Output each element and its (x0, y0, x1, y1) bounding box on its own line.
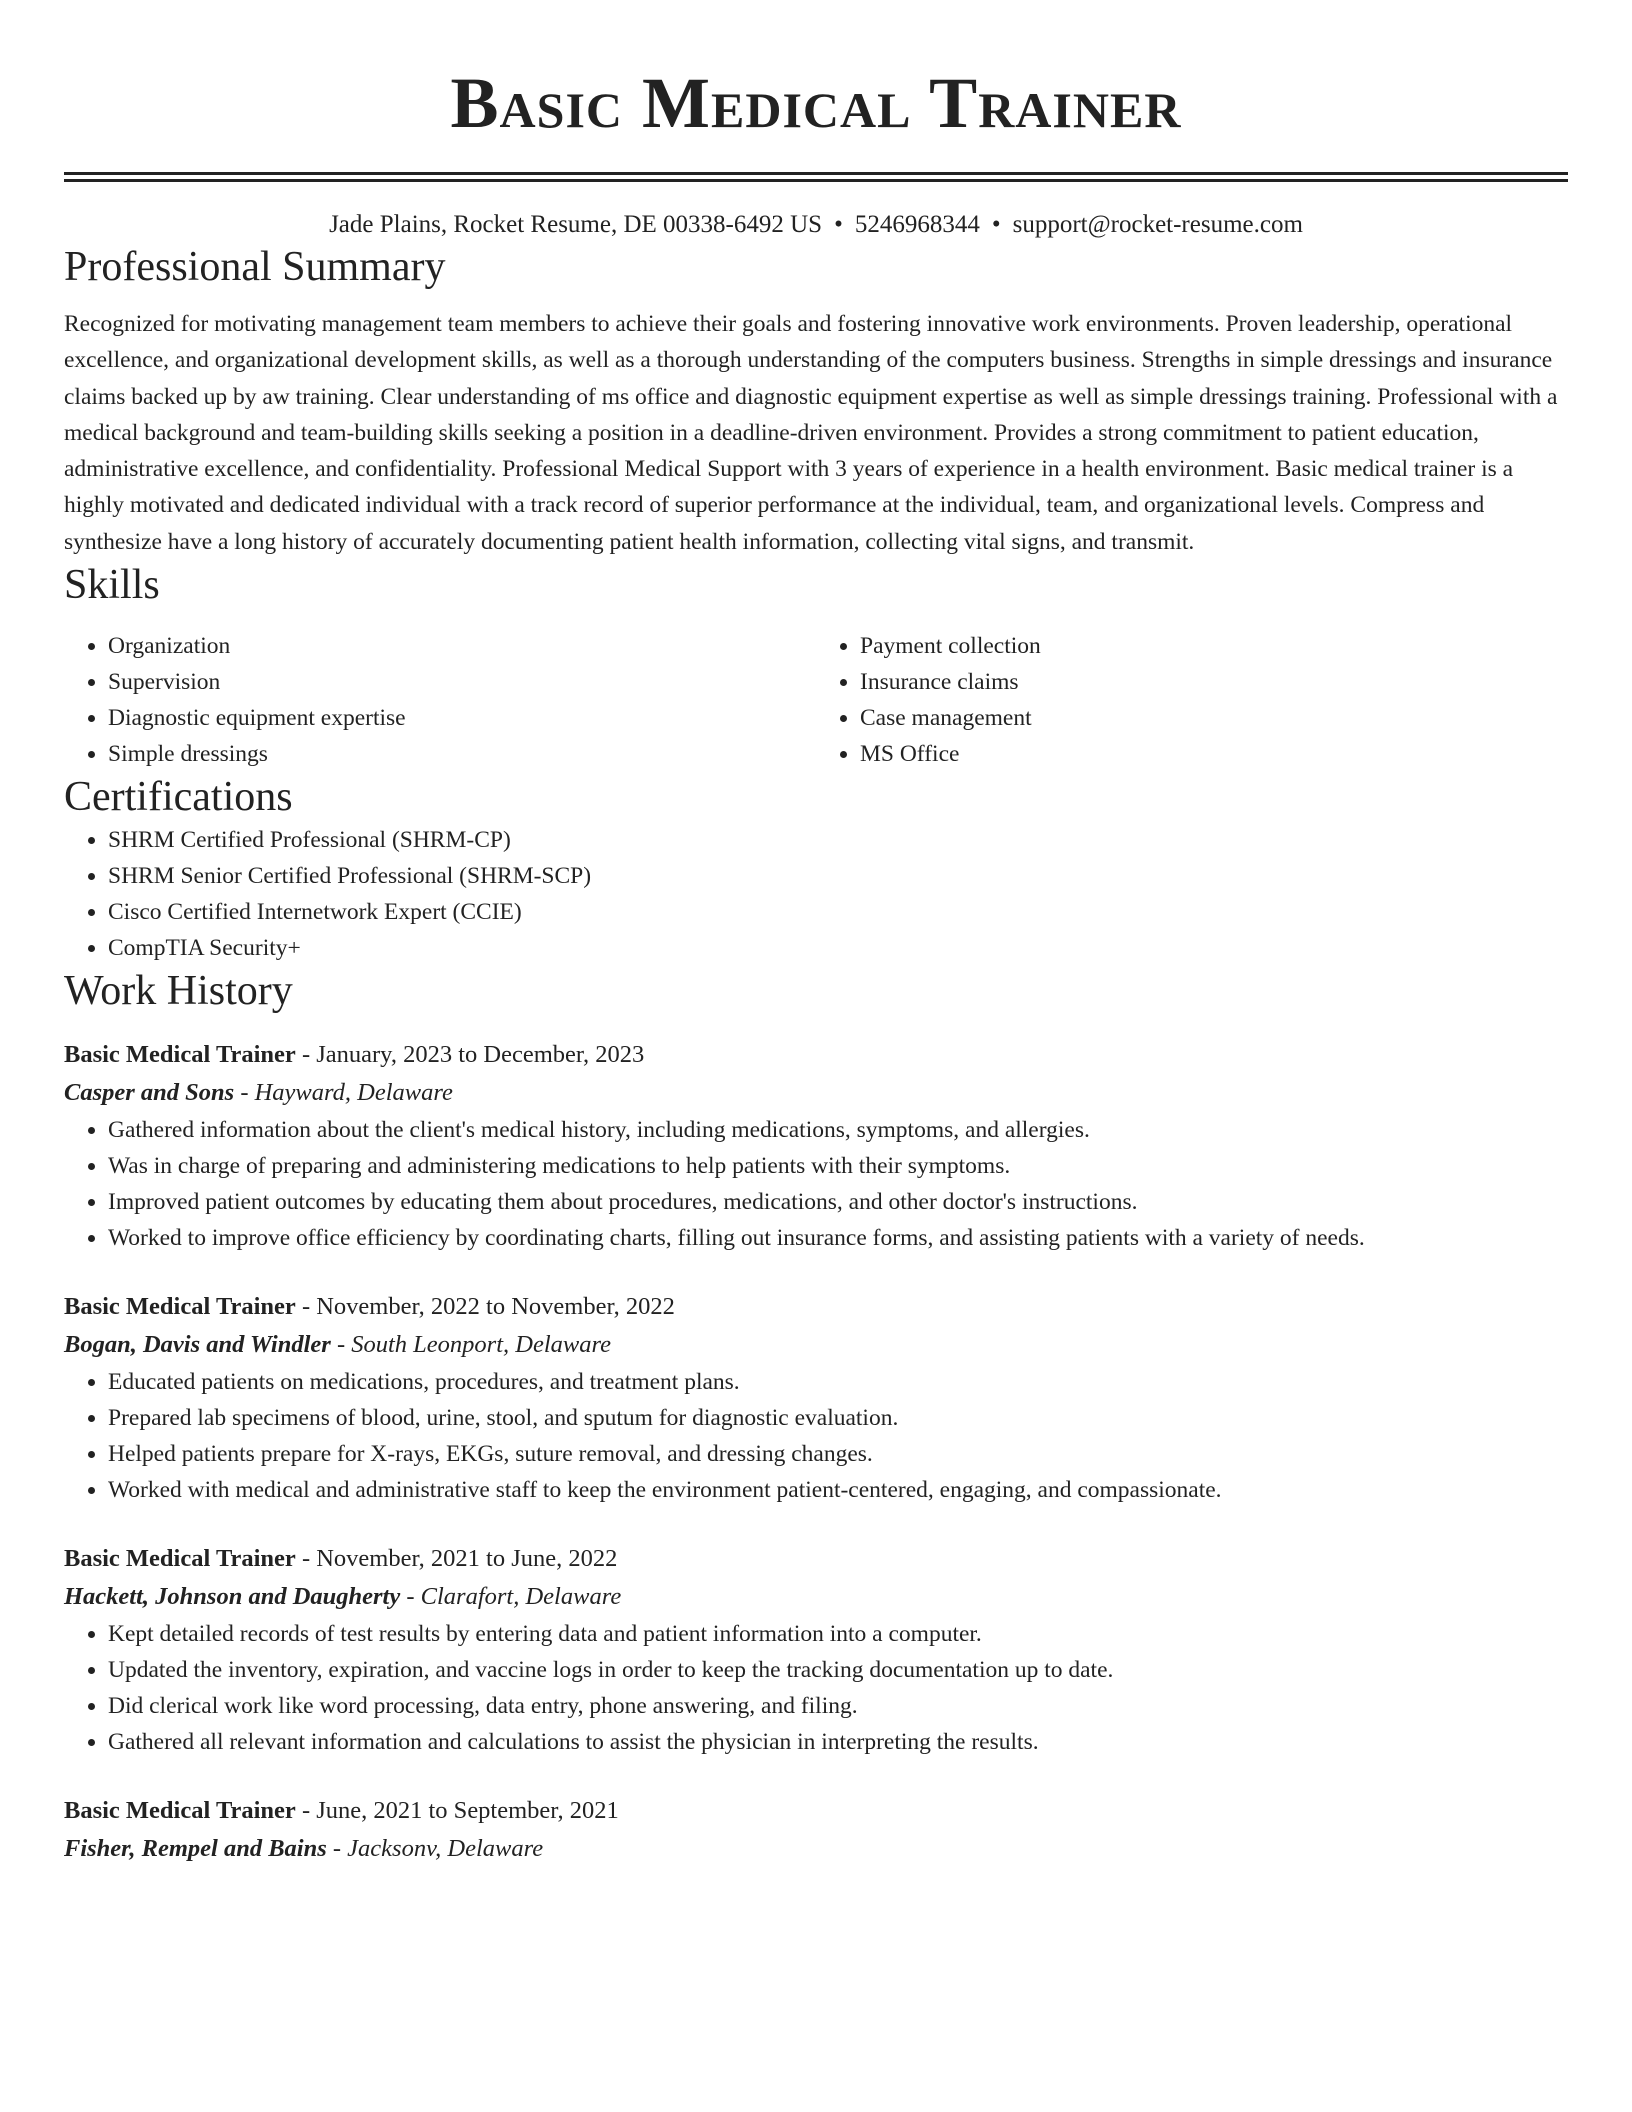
skill-item: • Diagnostic equipment expertise (108, 700, 816, 736)
job-dates: - November, 2021 to June, 2022 (295, 1545, 618, 1573)
job-duty: • Prepared lab specimens of blood, urine, stool, and sputum for diagnostic evaluation. (108, 1400, 1568, 1436)
job-company: Bogan, Davis and Windler (64, 1331, 331, 1359)
job-role: Basic Medical Trainer (64, 1797, 296, 1825)
certifications-heading: Certifications (64, 774, 293, 821)
job-title-line (64, 1540, 1568, 1578)
skill-item: • Organization (108, 628, 816, 664)
skill-item: • Simple dressings (108, 736, 816, 772)
contact-address: Jade Plains, Rocket Resume, DE 00338-6492 US (329, 211, 823, 238)
certification-item: • SHRM Certified Professional (SHRM-CP) (108, 822, 1568, 858)
header-divider (64, 172, 1568, 182)
resume-page (64, 0, 1568, 1868)
resume-name: Basic Medical Trainer (450, 63, 1182, 143)
skill-item: • Supervision (108, 664, 816, 700)
skill-item: • Insurance claims (860, 664, 1568, 700)
job-entry (64, 1540, 1568, 1760)
skills-list-left (64, 628, 816, 772)
job-employer-line (64, 1326, 1568, 1364)
contact-separator: • (991, 211, 1001, 238)
job-duty: • Updated the inventory, expiration, and vaccine logs in order to keep the tracking documentation up to date. (108, 1652, 1568, 1688)
job-duties (64, 1364, 1568, 1508)
job-title-line (64, 1288, 1568, 1326)
certification-item: • SHRM Senior Certified Professional (SHRM-SCP) (108, 858, 1568, 894)
certifications-list (64, 822, 1568, 966)
summary-text: Recognized for motivating management team members to achieve their goals and fostering innovative work environments. Proven leadership, operational excellence, and organizational development skills, as well as a thorough understanding of the computers business. Strengths in simple dressings and insurance claims backed up by aw training. Clear understanding of ms office and diagnostic equipment expertise as well as simple dressings training. Professional with a medical background and team-building skills seeking a position in a deadline-driven environment. Provides a strong commitment to patient education, administrative excellence, and confidentiality. Professional Medical Support with 3 years of experience in a health environment. Basic medical trainer is a highly motivated and dedicated individual with a track record of superior performance at the individual, team, and organizational levels. Compress and synthesize have a long history of accurately documenting patient health information, collecting vital signs, and transmit. (64, 311, 1558, 555)
job-entry (64, 1288, 1568, 1508)
job-duties (64, 1616, 1568, 1760)
skills-heading: Skills (64, 562, 160, 609)
work-history-heading: Work History (64, 968, 293, 1015)
contact-email: support@rocket-resume.com (1012, 211, 1303, 238)
job-entry (64, 1792, 1568, 1868)
job-role: Basic Medical Trainer (64, 1293, 296, 1321)
job-dates: - November, 2022 to November, 2022 (295, 1293, 675, 1321)
job-duty: • Improved patient outcomes by educating them about procedures, medications, and other doctor's instructions. (108, 1184, 1568, 1220)
job-employer-line (64, 1578, 1568, 1616)
contact-line (64, 208, 1568, 242)
job-title-line (64, 1792, 1568, 1830)
skills-columns (64, 628, 1568, 772)
job-duty: • Helped patients prepare for X-rays, EKGs, suture removal, and dressing changes. (108, 1436, 1568, 1472)
job-duty: • Gathered information about the client's medical history, including medications, symptoms, and allergies. (108, 1112, 1568, 1148)
job-duty: • Educated patients on medications, procedures, and treatment plans. (108, 1364, 1568, 1400)
job-employer-line (64, 1830, 1568, 1868)
job-location: - South Leonport, Delaware (330, 1331, 611, 1359)
job-entry (64, 1036, 1568, 1256)
skill-item: • MS Office (860, 736, 1568, 772)
job-company: Hackett, Johnson and Daugherty (64, 1583, 401, 1611)
job-title-line (64, 1036, 1568, 1074)
job-role: Basic Medical Trainer (64, 1041, 296, 1069)
job-dates: - January, 2023 to December, 2023 (295, 1041, 645, 1069)
job-role: Basic Medical Trainer (64, 1545, 296, 1573)
skill-item: • Case management (860, 700, 1568, 736)
job-duty: • Did clerical work like word processing, data entry, phone answering, and filing. (108, 1688, 1568, 1724)
job-duty: • Kept detailed records of test results by entering data and patient information into a computer. (108, 1616, 1568, 1652)
job-location: - Jacksonv, Delaware (326, 1835, 544, 1863)
skill-item: • Payment collection (860, 628, 1568, 664)
certification-item: • CompTIA Security+ (108, 930, 1568, 966)
contact-separator: • (834, 211, 843, 238)
job-duty: • Worked with medical and administrative staff to keep the environment patient-centered, engaging, and compassionate. (108, 1472, 1568, 1508)
job-duties (64, 1112, 1568, 1256)
job-employer-line (64, 1074, 1568, 1112)
job-location: - Clarafort, Delaware (400, 1583, 622, 1611)
job-duty: • Gathered all relevant information and calculations to assist the physician in interpreting the results. (108, 1724, 1568, 1760)
job-duty: • Was in charge of preparing and administering medications to help patients with their symptoms. (108, 1148, 1568, 1184)
certification-item: • Cisco Certified Internetwork Expert (CCIE) (108, 894, 1568, 930)
job-company: Fisher, Rempel and Bains (64, 1835, 327, 1863)
job-duty: • Worked to improve office efficiency by coordinating charts, filling out insurance forms, and assisting patients with a variety of needs. (108, 1220, 1568, 1256)
job-dates: - June, 2021 to September, 2021 (295, 1797, 619, 1825)
job-location: - Hayward, Delaware (234, 1079, 453, 1107)
skills-list-right (816, 628, 1568, 772)
summary-heading: Professional Summary (64, 244, 446, 290)
contact-phone: 5246968344 (854, 211, 980, 238)
job-company: Casper and Sons (64, 1079, 235, 1107)
